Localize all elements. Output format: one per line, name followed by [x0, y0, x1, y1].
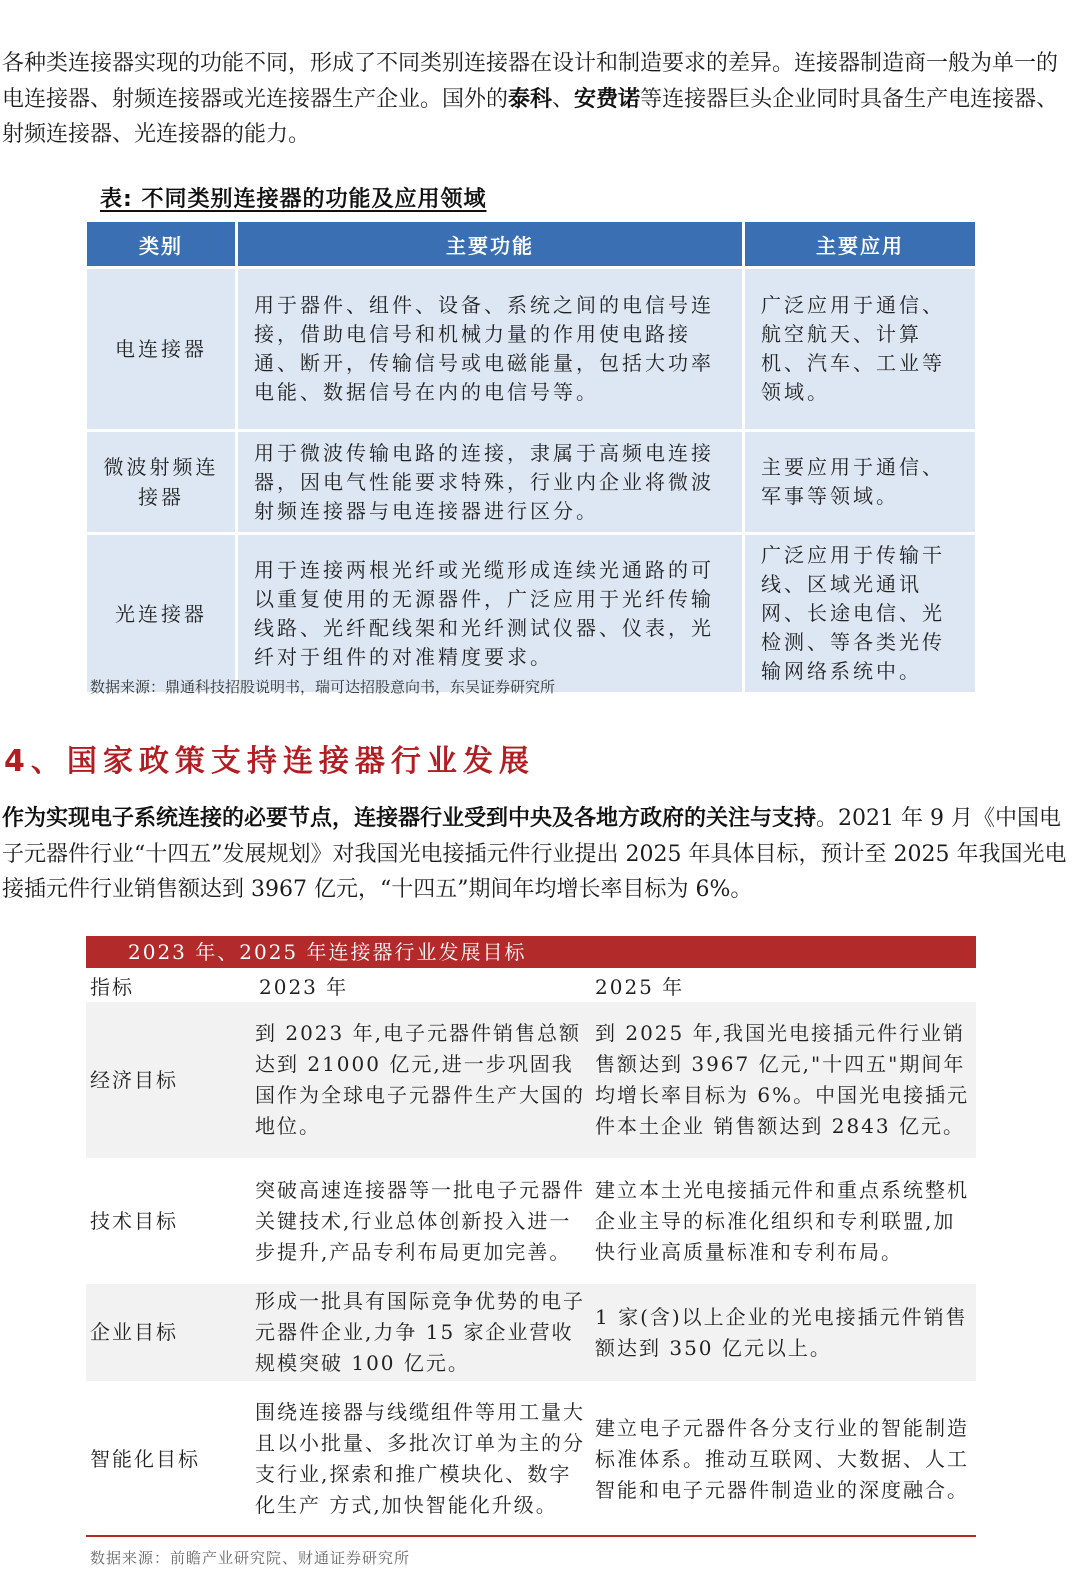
- table-row: [86, 1284, 976, 1381]
- table1-cell-function: 用于器件、组件、设备、系统之间的电信号连接，借助电信号和机械力量的作用使电路接通、断开，传输信号或电磁能量，包括大功率电能、数据信号在内的电信号等。: [238, 269, 742, 429]
- table2-cell-2023: 形成一批具有国际竞争优势的电子元器件企业,力争 15 家企业营收规模突破 100 亿元。: [249, 1284, 591, 1381]
- table2-cell-indicator: 企业目标: [86, 1284, 249, 1381]
- table-row: [86, 1381, 976, 1537]
- table2-cell-2023: 突破高速连接器等一批电子元器件关键技术,行业总体创新投入进一步提升,产品专利布局更加完善。: [249, 1158, 591, 1284]
- industry-goals-table: [86, 968, 976, 1537]
- table-row: [86, 1002, 976, 1158]
- table1-cell-category: 光连接器: [87, 535, 235, 692]
- connector-function-table: [84, 219, 978, 695]
- table2-cell-2025: 建立本土光电接插元件和重点系统整机企业主导的标准化组织和专利联盟,加快行业高质量标准和专利布局。: [591, 1158, 976, 1284]
- table2-source: 数据来源：前瞻产业研究院、财通证券研究所: [90, 1549, 411, 1567]
- table1-source: 数据来源：鼎通科技招股说明书，瑞可达招股意向书，东吴证券研究所: [90, 678, 556, 696]
- table2-cell-2025: 到 2025 年,我国光电接插元件行业销售额达到 3967 亿元,"十四五"期间年均增长率目标为 6%。中国光电接插元件本土企业 销售额达到 2843 亿元。: [591, 1002, 976, 1158]
- table-row: [87, 432, 975, 532]
- table2-cell-indicator: 技术目标: [86, 1158, 249, 1284]
- table1-cell-application: 主要应用于通信、军事等领域。: [745, 432, 975, 532]
- table1-cell-application: 广泛应用于传输干线、区域光通讯网、长途电信、光检测、等各类光传输网络系统中。: [745, 535, 975, 692]
- table2-cell-2023: 围绕连接器与线缆组件等用工量大且以小批量、多批次订单为主的分支行业,探索和推广模块化、数字化生产 方式,加快智能化升级。: [249, 1381, 591, 1537]
- table2-title: 2023 年、2025 年连接器行业发展目标: [86, 936, 976, 968]
- policy-bold-text: 作为实现电子系统连接的必要节点，连接器行业受到中央及各地方政府的关注与支持: [2, 805, 817, 831]
- intro-bold-tyco: 泰科: [508, 85, 553, 112]
- policy-text: 。2021 年 9 月《中国电子元器件行业“十四五”发展规划》对我国光电接插元件行业提出 2025 年具体目标，预计至 2025 年我国光电接插元件行业销售额达到 3967 亿元，“十四五”期间年均增长率目标为 6%。: [2, 806, 1067, 902]
- table2-cell-indicator: 智能化目标: [86, 1381, 249, 1537]
- table2-header-indicator: 指标: [86, 968, 249, 1002]
- intro-text-3: 等连接器巨头企业同时具备生产电连接器、射频连接器、光连接器的能力。: [2, 86, 1059, 147]
- table2-cell-2025: 建立电子元器件各分支行业的智能制造标准体系。推动互联网、大数据、人工智能和电子元器件制造业的深度融合。: [591, 1381, 976, 1537]
- table1-header-category: 类别: [87, 222, 235, 266]
- table1-cell-function: 用于连接两根光纤或光缆形成连续光通路的可以重复使用的无源器件，广泛应用于光纤传输线路、光纤配线架和光纤测试仪器、仪表，光纤对于组件的对准精度要求。: [238, 535, 742, 692]
- table1-header-function: 主要功能: [238, 222, 742, 266]
- table1-cell-category: 电连接器: [87, 269, 235, 429]
- intro-text-2: 、: [552, 86, 575, 112]
- table2-header-2023: 2023 年: [249, 968, 591, 1002]
- intro-paragraph: [2, 46, 1072, 153]
- table2-cell-2023: 到 2023 年,电子元器件销售总额达到 21000 亿元,进一步巩固我国作为全球电子元器件生产大国的地位。: [249, 1002, 591, 1158]
- table1-cell-function: 用于微波传输电路的连接，隶属于高频电连接器，因电气性能要求特殊，行业内企业将微波射频连接器与电连接器进行区分。: [238, 432, 742, 532]
- table2-cell-2025: 1 家(含)以上企业的光电接插元件销售额达到 350 亿元以上。: [591, 1284, 976, 1381]
- table-row: [87, 535, 975, 692]
- section-heading: 4、国家政策支持连接器行业发展: [4, 744, 535, 779]
- policy-paragraph: [2, 801, 1072, 908]
- intro-text-1: 各种类连接器实现的功能不同，形成了不同类别连接器在设计和制造要求的差异。连接器制造商一般为单一的电连接器、射频连接器或光连接器生产企业。国外的: [2, 51, 1059, 112]
- table1-title: 表: 不同类别连接器的功能及应用领域: [100, 187, 487, 212]
- table2-header-2025: 2025 年: [591, 968, 976, 1002]
- table2-cell-indicator: 经济目标: [86, 1002, 249, 1158]
- table-row: [86, 1158, 976, 1284]
- table1-category-text: 微波射频连接器: [103, 455, 219, 509]
- table-row: [87, 269, 975, 429]
- table1-cell-category: [87, 432, 235, 532]
- table2-bottom-rule: [86, 1535, 976, 1537]
- intro-bold-amphenol: 安费诺: [574, 85, 641, 112]
- table1-header-application: 主要应用: [745, 222, 975, 266]
- table1-cell-application: 广泛应用于通信、航空航天、计算机、汽车、工业等领域。: [745, 269, 975, 429]
